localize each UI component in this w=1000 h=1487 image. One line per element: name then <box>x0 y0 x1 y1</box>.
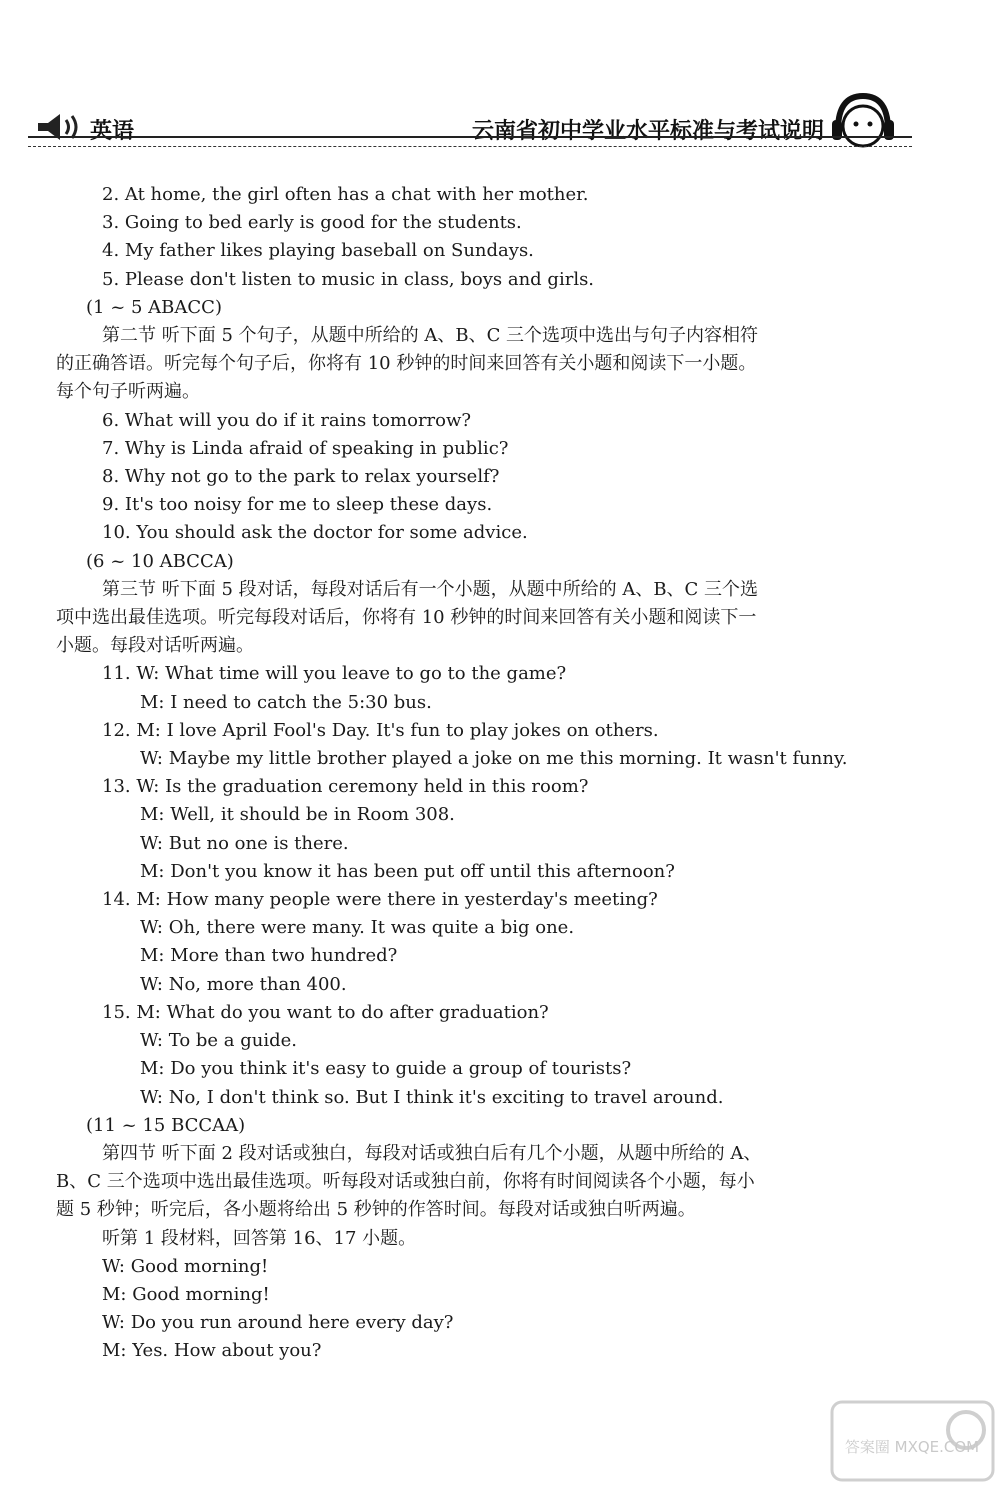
dialogue-line: W: No, more than 400. <box>140 973 347 995</box>
dialogue-line: W: Do you run around here every day? <box>102 1312 454 1334</box>
text-line: 7. Why is Linda afraid of speaking in public? <box>102 437 509 459</box>
subject-label: 英语 <box>90 119 135 144</box>
page-content <box>56 181 886 1366</box>
page-header <box>28 90 912 160</box>
section-intro-line: B、C 三个选项中选出最佳选项。听每段对话或独白前，你将有时间阅读各个小题，每小 <box>56 1171 755 1193</box>
book-title: 云南省初中学业水平标准与考试说明 <box>471 119 824 144</box>
header-dashed-rule <box>28 146 912 147</box>
dialogue-line: W: Maybe my little brother played a joke on me this morning. It wasn't funny. <box>140 748 848 770</box>
headphone-mascot-icon <box>830 90 896 152</box>
dialogue-line: M: Well, it should be in Room 308. <box>140 804 455 826</box>
text-line: 10. You should ask the doctor for some advice. <box>102 522 528 544</box>
dialogue-line: W: No, I don't think so. But I think it's exciting to travel around. <box>140 1086 724 1108</box>
text-line: 6. What will you do if it rains tomorrow? <box>102 409 472 431</box>
answer-key: (11 ~ 15 BCCAA) <box>86 1114 246 1136</box>
dialogue-line: 13. W: Is the graduation ceremony held in this room? <box>102 776 589 798</box>
text-line: 2. At home, the girl often has a chat with her mother. <box>102 184 589 205</box>
section-intro-line: 的正确答语。听完每个句子后，你将有 10 秒钟的时间来回答有关小题和阅读下一小题。 <box>56 353 757 375</box>
speaker-icon <box>38 110 86 144</box>
dialogue-line: M: I need to catch the 5:30 bus. <box>140 691 432 713</box>
text-line: 8. Why not go to the park to relax yourself? <box>102 466 500 488</box>
text-line: 4. My father likes playing baseball on Sundays. <box>102 240 534 262</box>
dialogue-line: M: Yes. How about you? <box>102 1340 322 1362</box>
dialogue-line: W: Good morning! <box>102 1255 269 1277</box>
dialogue-line: 12. M: I love April Fool's Day. It's fun to play jokes on others. <box>102 719 659 741</box>
watermark-text: 答案圈 MXQE.COM <box>844 1438 980 1456</box>
text-line: 3. Going to bed early is good for the students. <box>102 212 522 234</box>
answer-key: (1 ~ 5 ABACC) <box>86 296 222 318</box>
header-rule <box>28 136 912 138</box>
answer-key: (6 ~ 10 ABCCA) <box>86 550 234 572</box>
dialogue-line: 14. M: How many people were there in yesterday's meeting? <box>102 889 658 911</box>
watermark-logo <box>830 1400 995 1482</box>
dialogue-line: W: But no one is there. <box>140 832 349 854</box>
dialogue-line: W: Oh, there were many. It was quite a big one. <box>140 917 575 939</box>
section-intro-line: 题 5 秒钟；听完后，各小题将给出 5 秒钟的作答时间。每段对话或独白听两遍。 <box>56 1199 696 1221</box>
section-intro-line: 小题。每段对话听两遍。 <box>56 635 254 657</box>
section-intro-line: 第四节 听下面 2 段对话或独白，每段对话或独白后有几个小题，从题中所给的 A、 <box>102 1142 762 1164</box>
dialogue-line: W: To be a guide. <box>140 1030 298 1052</box>
dialogue-line: M: Don't you know it has been put off until this afternoon? <box>140 860 675 882</box>
section-intro-line: 第二节 听下面 5 个句子，从题中所给的 A、B、C 三个选项中选出与句子内容相符 <box>102 325 759 347</box>
dialogue-line: 15. M: What do you want to do after graduation? <box>102 1001 549 1023</box>
text-line: 9. It's too noisy for me to sleep these days. <box>102 494 493 516</box>
dialogue-line: M: More than two hundred? <box>140 945 398 967</box>
dialogue-line: M: Good morning! <box>102 1283 270 1305</box>
text-line: 5. Please don't listen to music in class, boys and girls. <box>102 268 595 290</box>
dialogue-line: 11. W: What time will you leave to go to the game? <box>102 663 567 685</box>
material-label: 听第 1 段材料，回答第 16、17 小题。 <box>102 1227 417 1249</box>
section-intro-line: 第三节 听下面 5 段对话，每段对话后有一个小题，从题中所给的 A、B、C 三个选 <box>102 578 759 600</box>
section-intro-line: 项中选出最佳选项。听完每段对话后，你将有 10 秒钟的时间来回答有关小题和阅读下一 <box>56 607 757 629</box>
section-intro-line: 每个句子听两遍。 <box>56 381 200 403</box>
dialogue-line: M: Do you think it's easy to guide a group of tourists? <box>140 1058 632 1080</box>
